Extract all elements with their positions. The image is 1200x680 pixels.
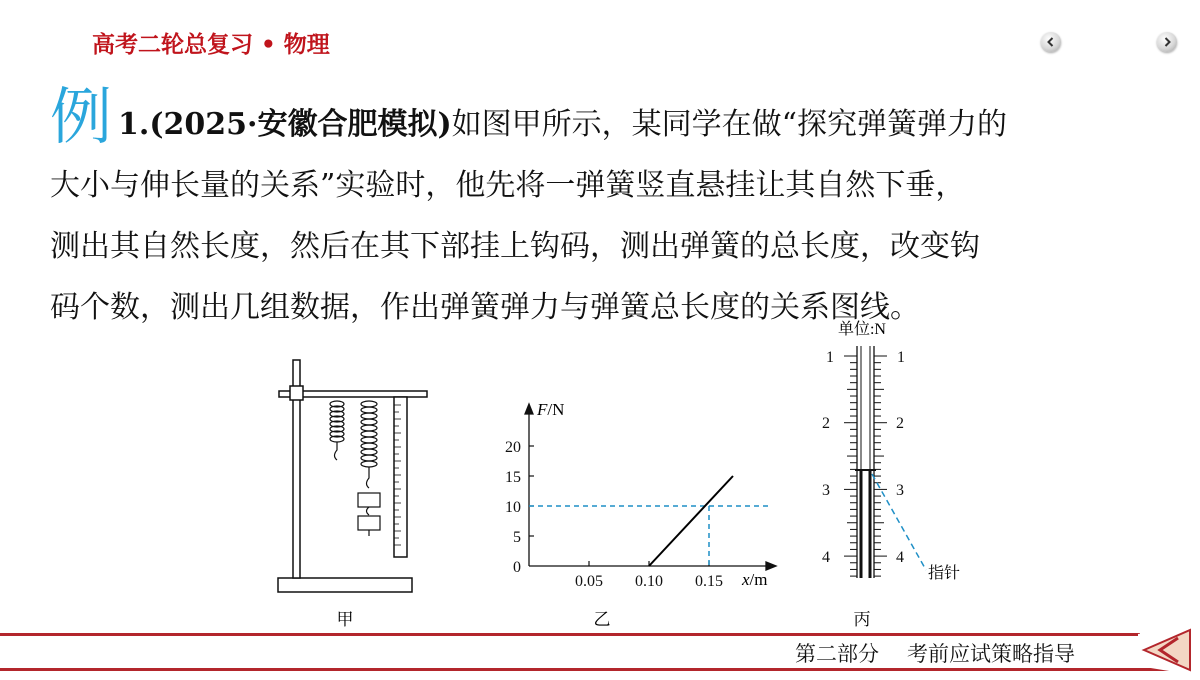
figure-jia-apparatus: [278, 360, 427, 592]
x-axis-label: x/m: [742, 570, 768, 589]
question-number: 1.(2025·安徽合肥模拟): [118, 107, 452, 142]
pointer-label: 指针: [928, 565, 961, 582]
page-header-title: 高考二轮总复习 • 物理: [92, 32, 330, 58]
tick-marks: [529, 446, 709, 566]
scale-left-2: 2: [822, 415, 830, 432]
question-line-1: [50, 94, 1160, 155]
y-tick-label: 15: [505, 469, 521, 486]
series-lines: [649, 476, 733, 566]
figure-yi-chart: [505, 400, 776, 590]
scale-right-1: 1: [897, 349, 905, 366]
example-mark: 例: [50, 80, 113, 153]
figure-jia-caption: 甲: [336, 610, 354, 629]
y-tick-label: 20: [505, 439, 521, 456]
scale-left-3: 3: [822, 482, 830, 499]
chevron-right-icon: [1161, 36, 1173, 48]
footer-label: [795, 638, 1103, 668]
spring-loaded: [358, 401, 380, 536]
next-slide-button[interactable]: [1157, 32, 1177, 52]
scale-left-numbers: [822, 349, 834, 566]
scale-unit-label: 单位:N: [837, 321, 887, 338]
y-tick-label: 10: [505, 499, 521, 516]
y-tick-label: 5: [513, 529, 521, 546]
series-line: [649, 476, 733, 566]
footer-bottom-line: [0, 668, 1200, 671]
y-axis-arrow: [525, 404, 533, 414]
scale-left-1: 1: [826, 349, 834, 366]
y-axis-label: F/N: [537, 400, 565, 419]
tick-labels: [505, 439, 723, 590]
scale-right-2: 2: [896, 415, 904, 432]
x-tick-label: 0.15: [695, 573, 723, 590]
pointer-line: [872, 474, 926, 570]
scale-left-4: 4: [822, 549, 830, 566]
scale-ticks: [844, 356, 887, 576]
question-line-1-text: 如图甲所示，某同学在做“探究弹簧弹力的: [451, 107, 1007, 142]
scale-right-3: 3: [896, 482, 904, 499]
figure-yi-caption: 乙: [593, 610, 611, 629]
x-tick-label: 0.05: [575, 573, 603, 590]
question-line-4: 码个数，测出几组数据，作出弹簧弹力与弹簧总长度的关系图线。: [50, 290, 920, 325]
question-text: [50, 94, 1160, 338]
footer-back-arrow-icon[interactable]: [1138, 624, 1200, 676]
scale-right-4: 4: [896, 549, 904, 566]
x-axis-arrow: [766, 562, 776, 570]
question-line-3: 测出其自然长度，然后在其下部挂上钩码，测出弹簧的总长度，改变钩: [50, 229, 980, 264]
guide-lines: [529, 506, 769, 566]
figure-bing-scale: [844, 346, 926, 578]
footer-divider: [0, 633, 1140, 636]
question-line-2: 大小与伸长量的关系”实验时，他先将一弹簧竖直悬挂让其自然下垂，: [50, 168, 966, 203]
footer-part: 第二部分: [795, 642, 879, 666]
prev-slide-button[interactable]: [1041, 32, 1061, 52]
chevron-left-icon: [1045, 36, 1057, 48]
ruler-ticks: [394, 405, 401, 545]
x-tick-label: 0.10: [635, 573, 663, 590]
figure-bing-caption: 丙: [853, 610, 871, 629]
tick-label-origin: 0: [513, 559, 521, 576]
scale-right-numbers: [896, 349, 905, 566]
footer-section: 考前应试策略指导: [907, 642, 1075, 666]
spring-natural: [330, 401, 344, 460]
axes: [525, 404, 776, 570]
